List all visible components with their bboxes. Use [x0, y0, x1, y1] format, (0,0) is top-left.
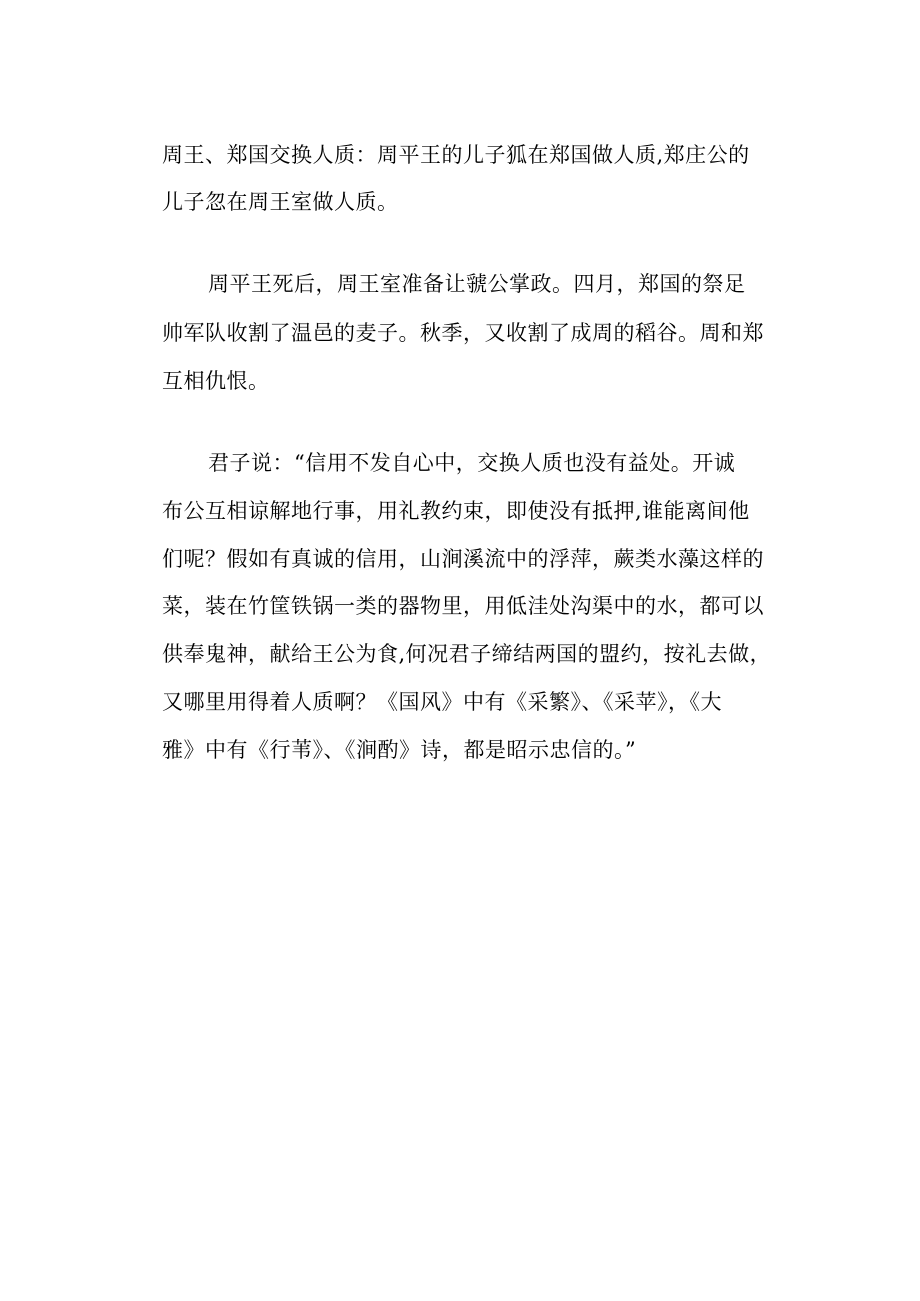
paragraph-line: 君子说：“信用不发自心中，交换人质也没有益处。开诚	[208, 451, 736, 475]
paragraph-line: 供奉鬼神，献给王公为食,何况君子缔结两国的盟约，按礼去做，	[162, 642, 772, 666]
paragraph-line: 菜，装在竹筐铁锅一类的器物里，用低洼处沟渠中的水，都可以	[162, 594, 764, 618]
paragraph-line: 周王、郑国交换人质：周平王的儿子狐在郑国做人质,郑庄公的	[162, 143, 750, 167]
paragraph-line: 互相仇恨。	[162, 369, 270, 393]
paragraph-line: 周平王死后，周王室准备让虢公掌政。四月，郑国的祭足	[208, 272, 746, 296]
paragraph-line: 们呢？假如有真诚的信用，山涧溪流中的浮萍，蕨类水藻这样的	[162, 547, 764, 571]
paragraph-line: 又哪里用得着人质啊？《国风》中有《采繁》、《采苹》，《大	[162, 690, 722, 714]
paragraph-line: 儿子忽在周王室做人质。	[162, 190, 399, 214]
paragraph-line: 帅军队收割了温邑的麦子。秋季，又收割了成周的稻谷。周和郑	[162, 321, 764, 345]
paragraph-line: 雅》中有《行苇》、《涧酌》诗，都是昭示忠信的。”	[162, 738, 637, 762]
paragraph-line: 布公互相谅解地行事，用礼教约束，即使没有抵押,谁能离间他	[162, 499, 750, 523]
